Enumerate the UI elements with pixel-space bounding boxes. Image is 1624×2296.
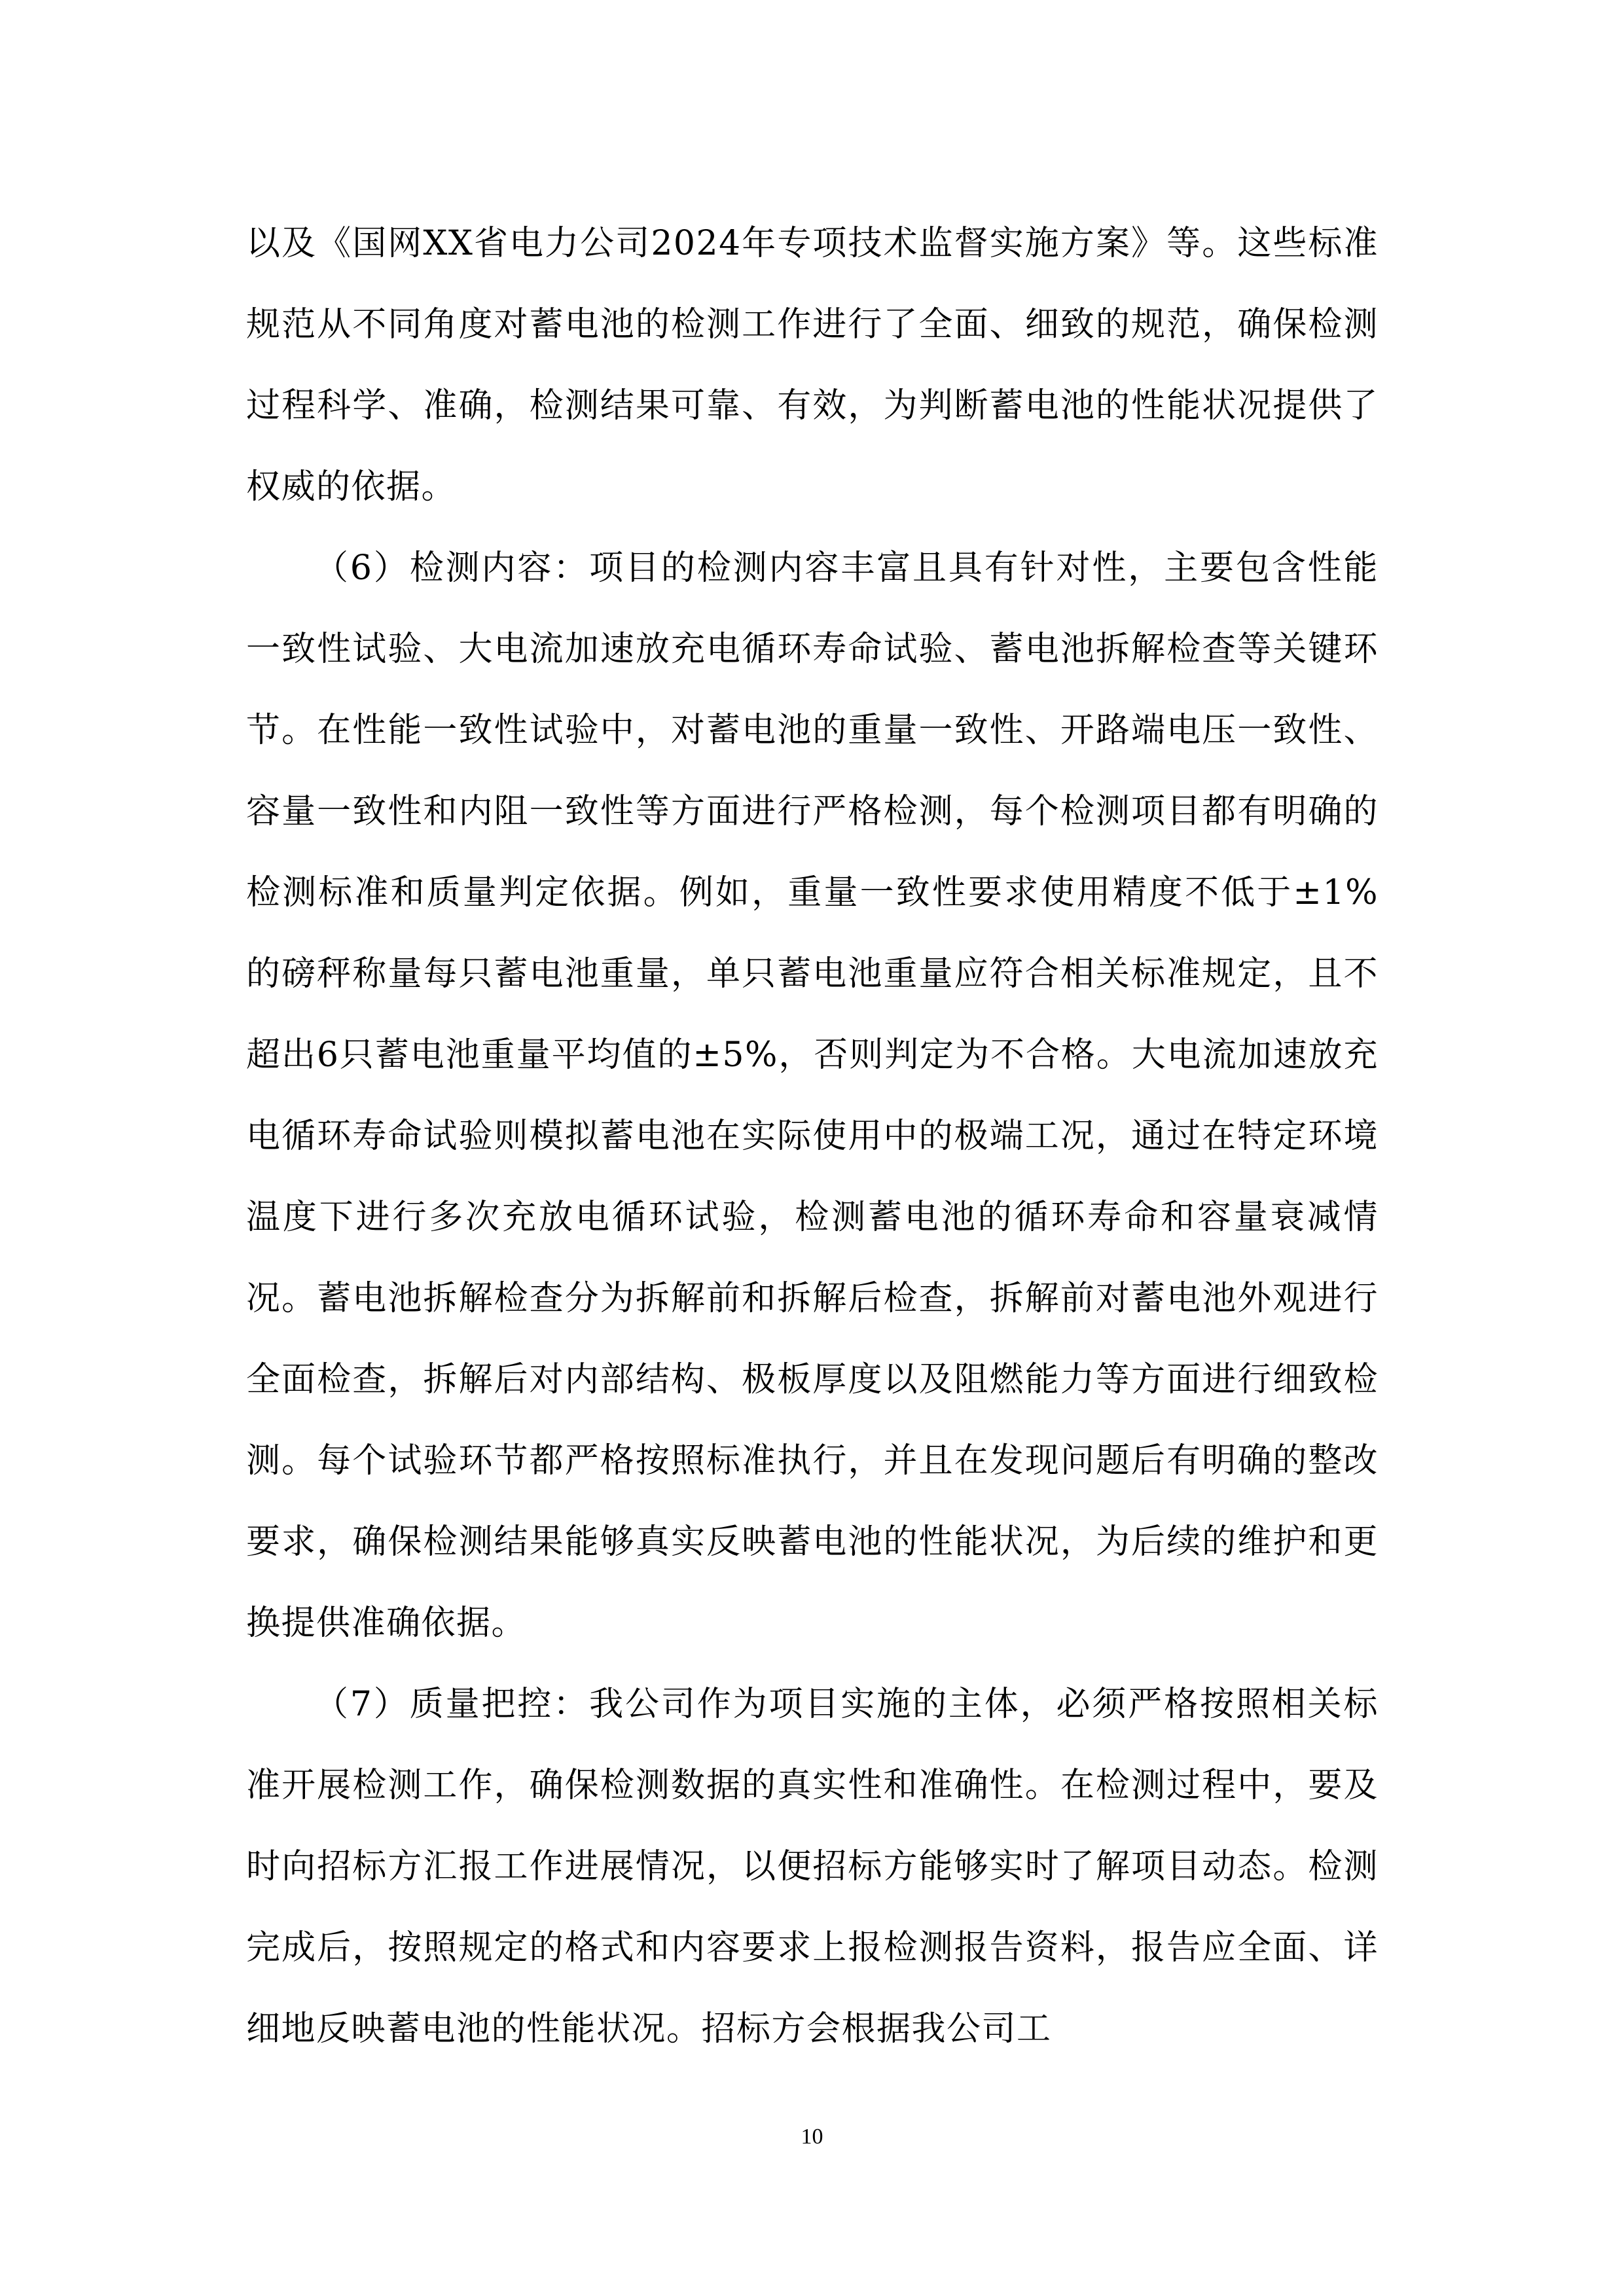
page-number: 10	[801, 2125, 823, 2149]
paragraph-detection-content: （6）检测内容：项目的检测内容丰富且具有针对性，主要包含性能一致性试验、大电流加速放充电循环寿命试验、蓄电池拆解检查等关键环节。在性能一致性试验中，对蓄电池的重量一致性、开路端电压一致性、容量一致性和内阻一致性等方面进行严格检测，每个检测项目都有明确的检测标准和质量判定依据。例如，重量一致性要求使用精度不低于±1%的磅秤称量每只蓄电池重量，单只蓄电池重量应符合相关标准规定，且不超出6只蓄电池重量平均值的±5%，否则判定为不合格。大电流加速放充电循环寿命试验则模拟蓄电池在实际使用中的极端工况，通过在特定环境温度下进行多次充放电循环试验，检测蓄电池的循环寿命和容量衰减情况。蓄电池拆解检查分为拆解前和拆解后检查，拆解前对蓄电池外观进行全面检查，拆解后对内部结构、极板厚度以及阻燃能力等方面进行细致检测。每个试验环节都严格按照标准执行，并且在发现问题后有明确的整改要求，确保检测结果能够真实反映蓄电池的性能状况，为后续的维护和更换提供准确依据。	[246, 548, 1379, 1643]
paragraph-standards-continued: 以及《国网XX省电力公司2024年专项技术监督实施方案》等。这些标准规范从不同角度对蓄电池的检测工作进行了全面、细致的规范，确保检测过程科学、准确，检测结果可靠、有效，为判断蓄电池的性能状况提供了权威的依据。	[246, 224, 1379, 507]
body-text	[246, 203, 1379, 2070]
paragraph-quality-control: （7）质量把控：我公司作为项目实施的主体，必须严格按照相关标准开展检测工作，确保检测数据的真实性和准确性。在检测过程中，要及时向招标方汇报工作进展情况，以便招标方能够实时了解项目动态。检测完成后，按照规定的格式和内容要求上报检测报告资料，报告应全面、详细地反映蓄电池的性能状况。招标方会根据我公司工	[246, 1685, 1379, 2049]
